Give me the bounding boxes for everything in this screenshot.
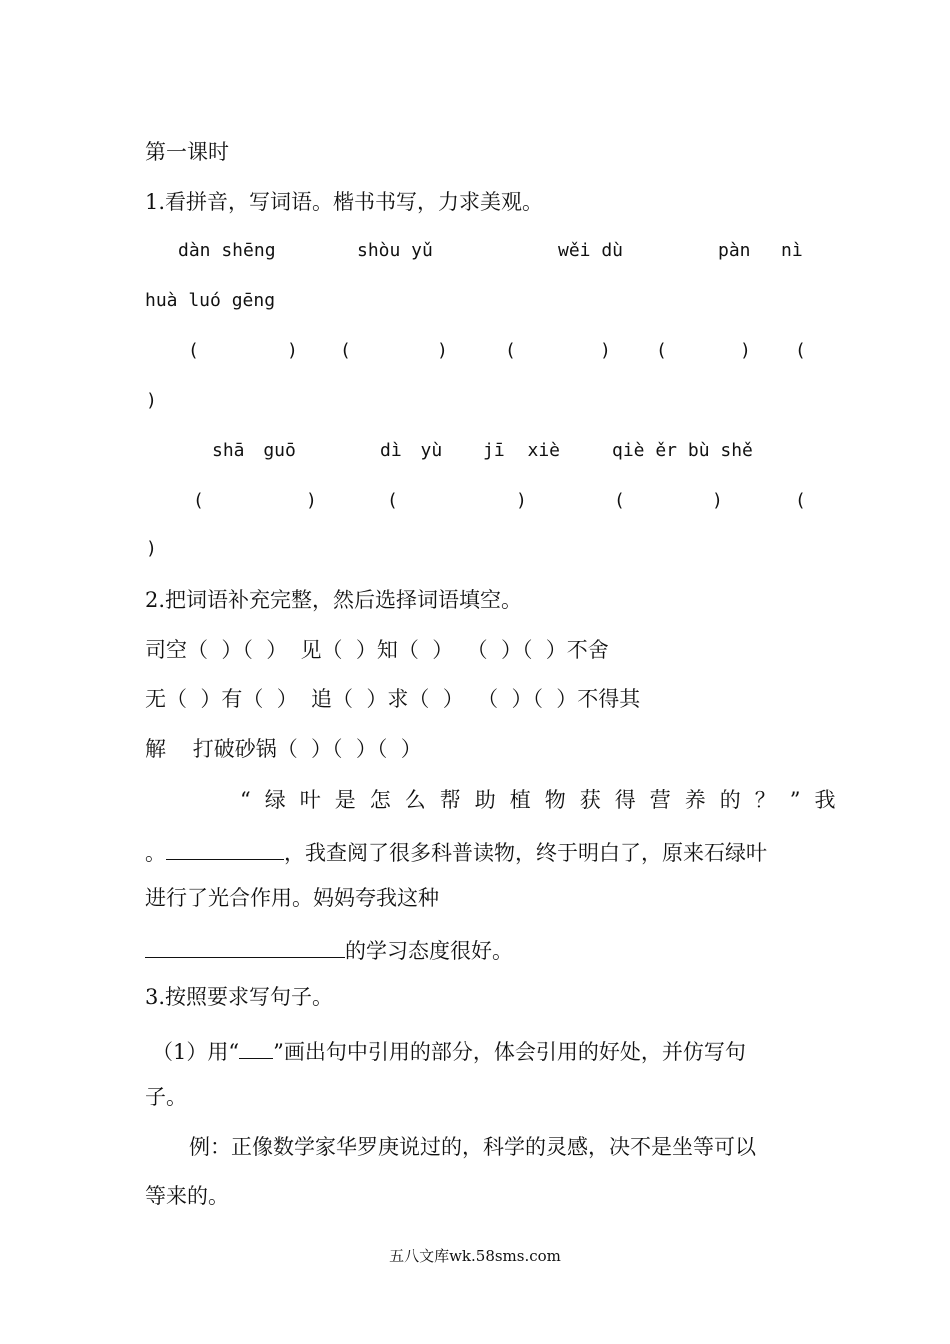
pinyin-7: shā guō: [212, 440, 296, 461]
q2-heading: 2.把词语补充完整，然后选择词语填空。: [145, 588, 523, 612]
answer-box-close[interactable]: ): [437, 340, 448, 361]
example-line-2: 等来的。: [145, 1184, 229, 1208]
idiom-line-2: 无（ ）有（ ） 追（ ）求（ ） （ ）（ ）不得其: [145, 687, 641, 711]
answer-blank[interactable]: [145, 937, 345, 958]
answer-box-close[interactable]: ): [146, 390, 157, 411]
pinyin-5: nì: [781, 240, 803, 261]
answer-box-close[interactable]: ): [516, 490, 527, 511]
answer-box-open[interactable]: (: [656, 340, 667, 361]
pinyin-10: qiè ěr bù shě: [612, 440, 753, 461]
q3-sub1-line-1: [152, 1038, 746, 1063]
fill-paragraph-line-2: [145, 839, 767, 864]
pinyin-3: wěi dù: [558, 240, 624, 261]
answer-box-open[interactable]: (: [505, 340, 516, 361]
pinyin-8: dì yù: [380, 440, 443, 461]
answer-box-open[interactable]: (: [387, 490, 398, 511]
pinyin-4: pàn: [718, 240, 751, 261]
fill-text: ，我查阅了很多科普读物，终于明白了，原来石绿叶: [284, 841, 767, 865]
answer-box-open[interactable]: (: [795, 490, 806, 511]
answer-blank[interactable]: [166, 839, 284, 860]
answer-box-open[interactable]: (: [193, 490, 204, 511]
section-title: 第一课时: [145, 140, 229, 164]
fill-text: 。: [145, 841, 166, 865]
underline-sample: [239, 1038, 273, 1059]
answer-box-close[interactable]: ): [740, 340, 751, 361]
answer-box-close[interactable]: ): [306, 490, 317, 511]
answer-box-close[interactable]: ): [712, 490, 723, 511]
answer-box-close[interactable]: ): [600, 340, 611, 361]
pinyin-2: shòu yǔ: [357, 240, 433, 261]
fill-paragraph-line-3: 进行了光合作用。妈妈夸我这种: [145, 886, 439, 910]
answer-box-open[interactable]: (: [188, 340, 199, 361]
q1-heading: 1.看拼音，写词语。楷书书写，力求美观。: [145, 190, 544, 214]
sub1-text: ”画出句中引用的部分，体会引用的好处，并仿写句: [273, 1040, 746, 1064]
fill-paragraph-line-4: [145, 937, 513, 962]
sub1-text: （1）用“: [152, 1040, 240, 1064]
fill-paragraph-line-1: “绿叶是怎么帮助植物获得营养的？”我: [240, 788, 850, 812]
answer-box-close[interactable]: ): [146, 538, 157, 559]
idiom-line-3: 解 打破砂锅（ ）（ ）（ ）: [145, 737, 422, 761]
q3-sub1-line-2: 子。: [145, 1085, 187, 1109]
answer-box-open[interactable]: (: [614, 490, 625, 511]
answer-box-open[interactable]: (: [795, 340, 806, 361]
pinyin-1: dàn shēng: [178, 240, 276, 261]
example-line-1: 例：正像数学家华罗庚说过的，科学的灵感，决不是坐等可以: [189, 1135, 756, 1159]
answer-box-close[interactable]: ): [287, 340, 298, 361]
q3-heading: 3.按照要求写句子。: [145, 985, 334, 1009]
pinyin-9: jī xiè: [483, 440, 561, 461]
footer-watermark: 五八文库wk.58sms.com: [389, 1247, 561, 1265]
idiom-line-1: 司空（ ）（ ） 见（ ）知（ ） （ ）（ ）不舍: [145, 638, 609, 662]
fill-text: 的学习态度很好。: [345, 939, 513, 963]
pinyin-6: huà luó gēng: [145, 290, 276, 311]
answer-box-open[interactable]: (: [340, 340, 351, 361]
